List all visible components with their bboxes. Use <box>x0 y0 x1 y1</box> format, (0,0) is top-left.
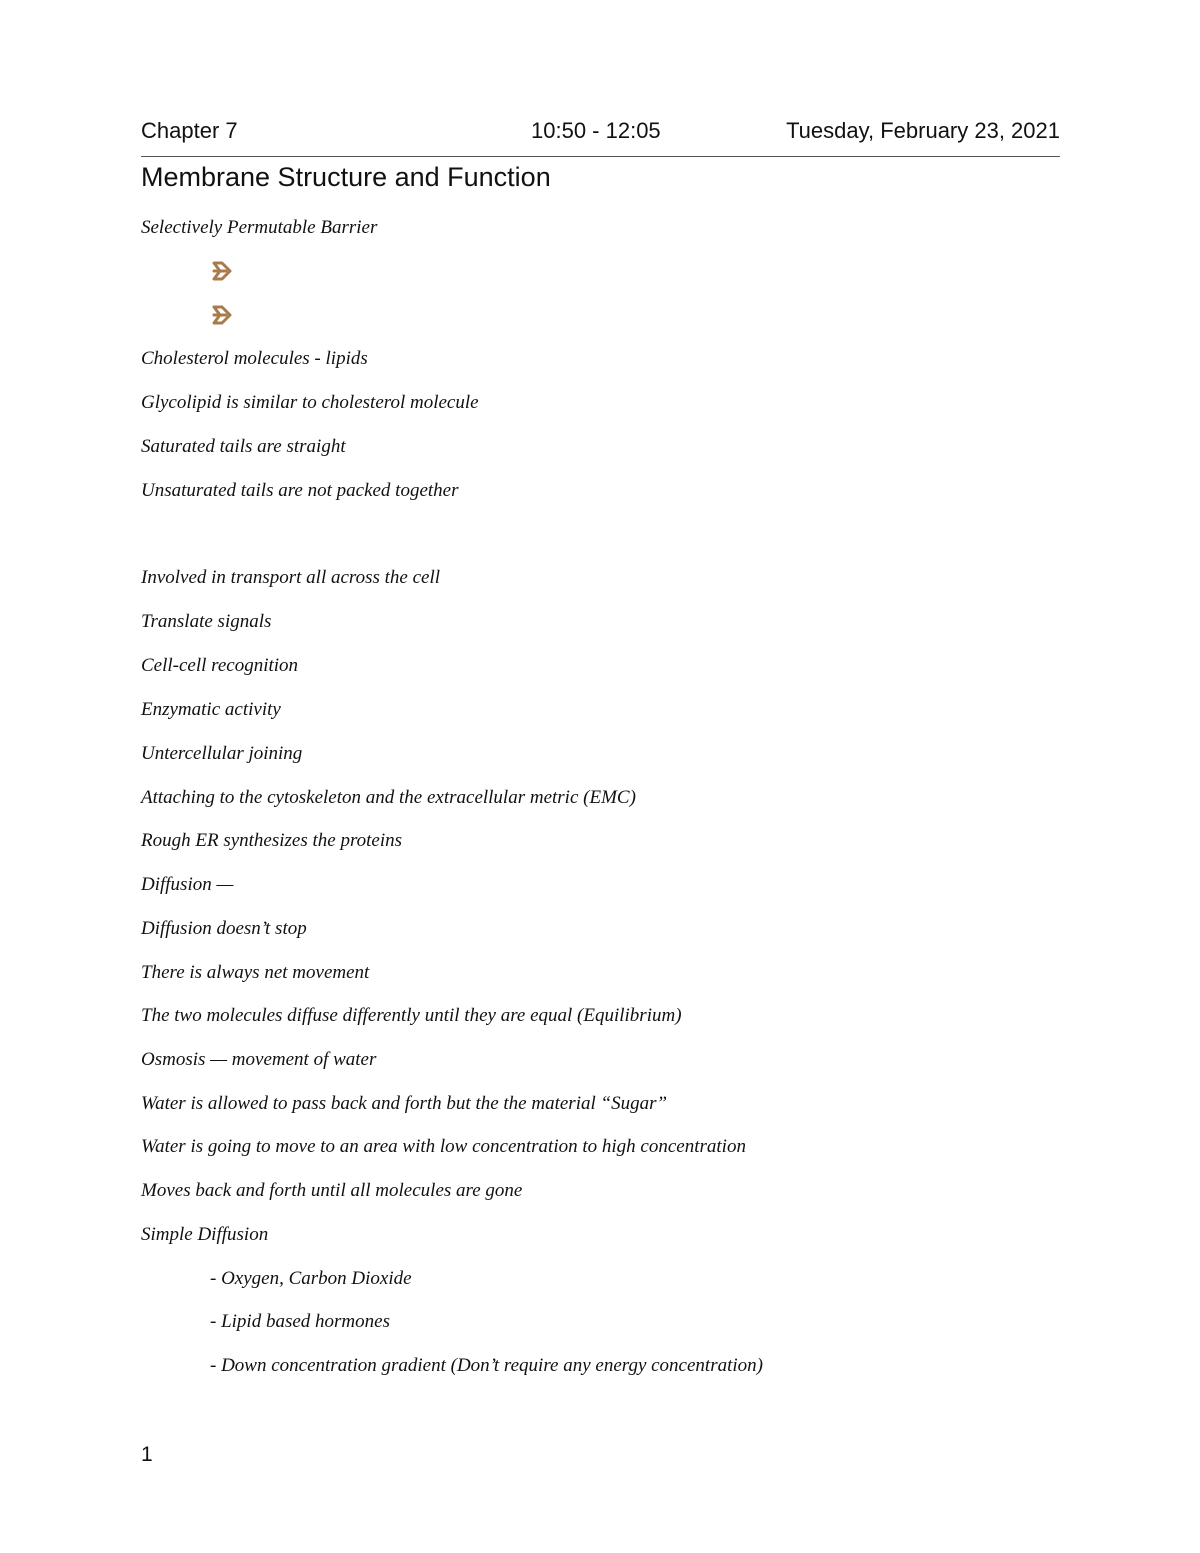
note-line: Involved in transport all across the cell <box>141 567 441 588</box>
sub-note-line: - Down concentration gradient (Don’t require any energy concentration) <box>210 1355 763 1376</box>
arrow-bullet-icon <box>210 303 234 327</box>
page-number: 1 <box>141 1443 153 1466</box>
note-line: Glycolipid is similar to cholesterol molecule <box>141 392 479 413</box>
chapter-label: Chapter 7 <box>141 118 238 143</box>
note-line: Unsaturated tails are not packed together <box>141 480 459 501</box>
note-line: Water is going to move to an area with low concentration to high concentration <box>141 1136 746 1157</box>
note-line: Saturated tails are straight <box>141 436 346 457</box>
note-line: Simple Diffusion <box>141 1224 269 1245</box>
note-line: Water is allowed to pass back and forth but the the material “Sugar” <box>141 1093 668 1114</box>
note-line: Osmosis — movement of water <box>141 1049 377 1070</box>
time-range: 10:50 - 12:05 <box>531 118 661 143</box>
sub-note-line: - Lipid based hormones <box>210 1311 390 1332</box>
header-divider <box>141 156 1060 157</box>
note-line: Rough ER synthesizes the proteins <box>141 830 403 851</box>
note-line: Moves back and forth until all molecules are gone <box>141 1180 523 1201</box>
page-title: Membrane Structure and Function <box>141 162 551 192</box>
note-line: The two molecules diffuse differently until they are equal (Equilibrium) <box>141 1005 682 1026</box>
note-line: Cell-cell recognition <box>141 655 299 676</box>
note-line: Attaching to the cytoskeleton and the extracellular metric (EMC) <box>141 787 636 808</box>
sub-note-line: - Oxygen, Carbon Dioxide <box>210 1268 412 1289</box>
arrow-bullet-icon <box>210 259 234 283</box>
note-line: Untercellular joining <box>141 743 303 764</box>
note-line: Diffusion — <box>141 874 234 895</box>
note-line: Diffusion doesn’t stop <box>141 918 307 939</box>
note-line: Enzymatic activity <box>141 699 281 720</box>
note-line: Selectively Permutable Barrier <box>141 217 378 238</box>
note-line: There is always net movement <box>141 962 370 983</box>
page-header <box>141 114 1060 148</box>
date-label: Tuesday, February 23, 2021 <box>786 118 1060 143</box>
note-line: Translate signals <box>141 611 272 632</box>
note-line: Cholesterol molecules - lipids <box>141 348 368 369</box>
